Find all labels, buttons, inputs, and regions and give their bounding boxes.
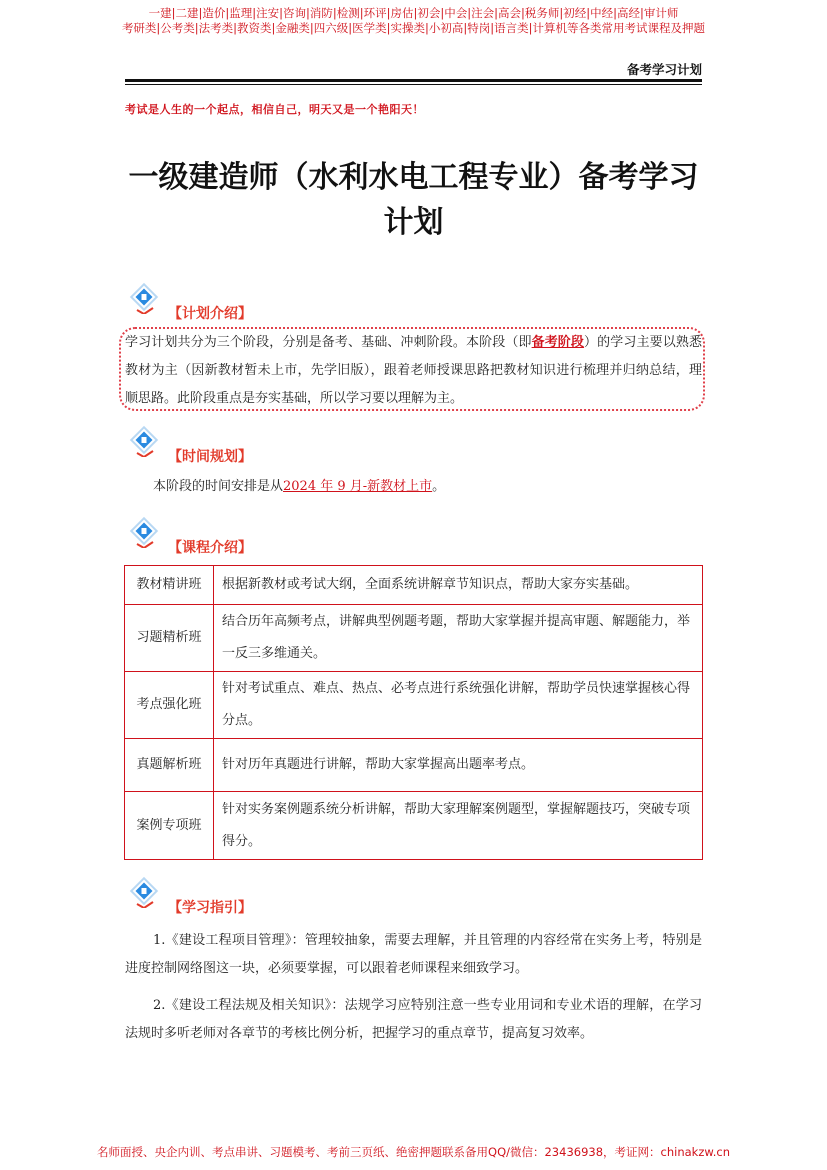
section-diamond-icon <box>127 423 161 457</box>
top-banner-line-1[interactable]: 一建|二建|造价|监理|注安|咨询|消防|检测|环评|房估|初会|中会|注会|高会|税务师|初经|中经|高经|审计师 <box>148 6 679 20</box>
course-name: 习题精析班 <box>125 605 214 672</box>
course-desc: 针对考试重点、难点、热点、必考点进行系统强化讲解，帮助学员快速掌握核心得分点。 <box>214 672 703 739</box>
section-heading-schedule: 【时间规划】 <box>168 449 252 465</box>
guide-item: 1.《建设工程项目管理》：管理较抽象，需要去理解，并且管理的内容经常在实务上考，特别是进度控制网络图这一块，必须要掌握，可以跟着老师课程来细致学习。 <box>125 933 702 976</box>
page-title <box>100 155 727 245</box>
header-rule <box>125 79 702 82</box>
page-title-line-1: 一级建造师（水利水电工程专业）备考学习 <box>128 160 699 195</box>
intro-paragraph <box>125 329 702 413</box>
top-banner <box>0 6 827 36</box>
course-desc: 根据新教材或考试大纲，全面系统讲解章节知识点，帮助大家夯实基础。 <box>214 566 703 605</box>
section-diamond-icon <box>127 514 161 548</box>
course-desc: 结合历年高频考点，讲解典型例题考题，帮助大家掌握并提高审题、解题能力，举一反三多维通关。 <box>214 605 703 672</box>
course-desc: 针对实务案例题系统分析讲解，帮助大家理解案例题型，掌握解题技巧，突破专项得分。 <box>214 792 703 860</box>
schedule-text-before: 本阶段的时间安排是从 <box>153 479 284 494</box>
footer-contact[interactable]: 名师面授、央企内训、考点串讲、习题模考、考前三页纸、绝密押题联系备用QQ/微信：23436938，考证网：chinakzw.cn <box>97 1145 730 1159</box>
guide-item: 2.《建设工程法规及相关知识》：法规学习应特别注意一些专业用词和专业术语的理解，在学习法规时多听老师对各章节的考核比例分析，把握学习的重点章节，提高复习效率。 <box>125 998 702 1041</box>
course-table <box>124 565 703 860</box>
intro-highlight: 备考阶段 <box>531 335 585 350</box>
section-diamond-icon <box>127 280 161 314</box>
course-name: 考点强化班 <box>125 672 214 739</box>
schedule-text-after: 。 <box>432 479 446 494</box>
course-desc: 针对历年真题进行讲解，帮助大家掌握高出题率考点。 <box>214 739 703 792</box>
table-row <box>125 605 703 672</box>
page-title-line-2: 计划 <box>383 205 444 240</box>
section-heading-guide: 【学习指引】 <box>168 900 252 916</box>
course-name: 案例专项班 <box>125 792 214 860</box>
table-row <box>125 792 703 860</box>
intro-text-before: 学习计划共分为三个阶段，分别是备考、基础、冲刺阶段。本阶段（即 <box>125 335 532 350</box>
top-banner-line-2[interactable]: 考研类|公考类|法考类|教资类|金融类|四六级|医学类|实操类|小初高|特岗|语言类|计算机等各类常用考试课程及押题 <box>121 21 706 35</box>
section-diamond-icon <box>127 874 161 908</box>
course-name: 真题解析班 <box>125 739 214 792</box>
schedule-paragraph <box>153 473 445 501</box>
header-title: 备考学习计划 <box>626 62 702 77</box>
intro-text-after: ）的学习主要以熟悉教材为主（因新教材暂未上市，先学旧版），跟着老师授课思路把教材知识进行梳理并归纳总结，理顺思路。此阶段重点是夯实基础，所以学习要以理解为主。 <box>125 335 702 406</box>
table-row <box>125 672 703 739</box>
header-rule-thin <box>125 84 702 85</box>
section-heading-intro: 【计划介绍】 <box>168 306 252 322</box>
table-row <box>125 566 703 605</box>
table-row <box>125 739 703 792</box>
motto: 考试是人生的一个起点，相信自己，明天又是一个艳阳天！ <box>125 103 424 116</box>
schedule-highlight: 2024 年 9 月-新教材上市 <box>283 479 433 494</box>
course-name: 教材精讲班 <box>125 566 214 605</box>
section-heading-courses: 【课程介绍】 <box>168 540 252 556</box>
